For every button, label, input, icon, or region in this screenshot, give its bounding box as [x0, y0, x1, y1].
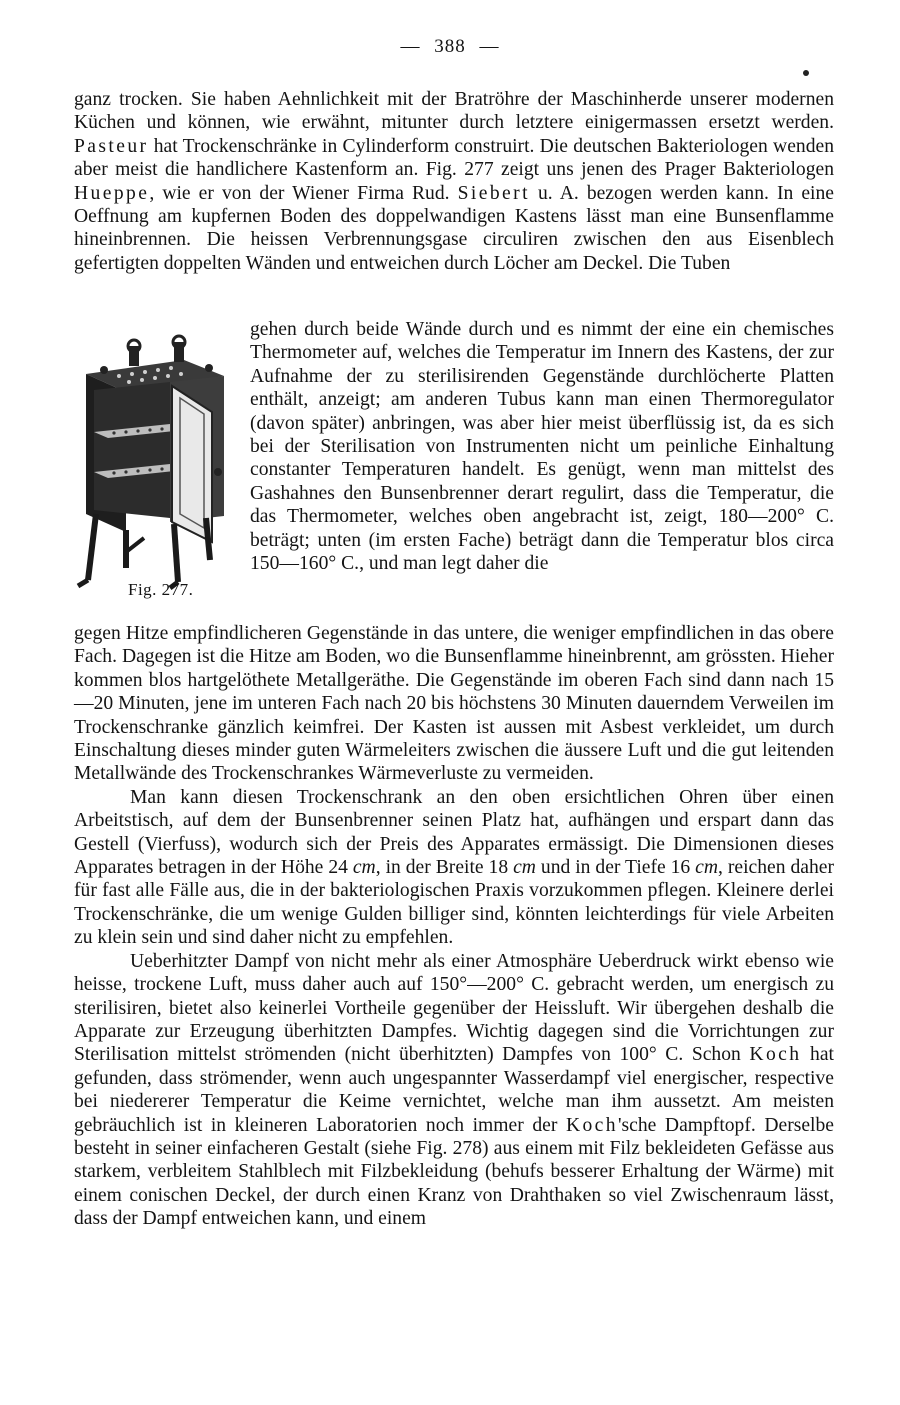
text-segment: , wie er von der Wiener Firma Rud.: [149, 182, 458, 204]
author-name-koch: Koch: [749, 1044, 802, 1066]
text-segment: , in der Breite 18: [375, 857, 514, 879]
text-segment: u. A. bezogen werden kann. In eine Oeffnung am kupfernen Boden des doppelwandigen Kastens lässt man eine Bunsenflamme hineinbrennen. Die heissen Verbrennungsgase circuliren zwischen den aus Eisenblech gefertigten doppelten Wänden und entweichen durch Löcher am Deckel. Die Tuben: [74, 182, 834, 274]
author-name-hueppe: Hueppe: [74, 182, 150, 204]
text-beside-figure: [250, 318, 834, 575]
ink-speck: [803, 70, 809, 76]
top-paragraph: [74, 88, 834, 275]
text-segment: Ueberhitzter Dampf von nicht mehr als einer Atmosphäre Ueberdruck wirkt ebenso wie heisse, trockene Luft, muss daher auch auf 150°—200° C. gebracht werden, um energisch zu sterilisiren, bietet also keinerlei Vortheile gegenüber der Heissluft. Wir übergehen deshalb die Apparate zur Erzeugung überhitzten Dampfes. Wichtig dagegen sind die Vorrichtungen zur Sterilisation mittelst strömenden (nicht überhitzten) Dampfes von 100° C. Schon: [74, 950, 834, 1066]
text-segment: hat gefunden, dass strömender, wenn auch ungespannter Wasserdampf viel energischer, respective bei niedererer Temperatur die Keime vernichtet, welche man ihm aussetzt. Am meisten gebräuchlich ist in kleineren Laboratorien noch immer der: [74, 1044, 834, 1136]
figure-caption: Fig. 277.: [128, 580, 194, 599]
text-beside-figure-content: gehen durch beide Wände durch und es nimmt der eine ein chemisches Thermometer auf, welches die Temperatur im Innern des Kastens, der zur Aufnahme der zu sterilisirenden Gegenstände durchlöcherte Platten enthält, anzeigt; am anderen Tubus kann man einen Thermoregulator (davon später) anbringen, was aber hier meist überflüssig ist, da es sich bei der Sterilisation von Instrumenten nicht um peinliche Einhaltung constanter Temperaturen handelt. Es genügt, wenn man mittelst des Gashahnes den Bunsenbrenner derart regulirt, dass die Temperatur, die das Thermometer, welches oben angebracht ist, zeigt, 180—200° C. beträgt; unten (im ersten Fache) beträgt dann die Temperatur blos circa 150—160° C., und man legt daher die: [250, 319, 834, 575]
text-segment: 'sche Dampftopf. Derselbe besteht in seiner einfacheren Gestalt (siehe Fig. 278) aus einem mit Filz bekleideten Gefässe aus starkem, verbleitem Stahlblech mit Filzbekleidung (behufs besserer Erhaltung der Wärme) mit einem conischen Deckel, der durch einen Kranz von Drahthaken so viel Zwischenraum lässt, dass der Dampf entweichen kann, und einem: [74, 1114, 834, 1230]
author-name-pasteur: Pasteur: [74, 135, 149, 157]
firm-name-siebert: Siebert: [457, 182, 530, 204]
author-name-koch: Koch: [565, 1114, 618, 1136]
text-segment: Man kann diesen Trockenschrank an den oben ersichtlichen Ohren über einen Arbeitstisch, auf dem der Bunsenbrenner seinen Platz hat, aufhängen und erspart dann das Gestell (Vierfuss), wodurch sich der Preis des Apparates ermässigt. Die Dimensionen dieses Apparates betragen in der Höhe 24: [74, 786, 834, 879]
paragraph-1: gegen Hitze empfindlicheren Gegenstände in das untere, die weniger empfindlichen in das obere Fach. Dagegen ist die Hitze am Boden, wo die Bunsenflamme hineinbrennt, am grössten. Hieher kommen blos hartgelöthete Metallgeräthe. Die Gegenstände im oberen Fach sind dann nach 15—20 Minuten, jene im unteren Fach nach 20 bis höchstens 30 Minuten dauerndem Verweilen im Trockenschranke gänzlich keimfrei. Der Kasten ist aussen mit Asbest verkleidet, um durch Einschaltung dieses minder guten Wärmeleiters zwischen die äussere Luft und die gut leitenden Metallwände des Trockenschrankes Wärmeverluste zu vermeiden.: [74, 623, 834, 785]
paragraph-2: [74, 786, 834, 950]
text-segment: und in der Tiefe 16: [535, 857, 696, 879]
unit-cm: cm: [695, 857, 719, 879]
page-number-value: 388: [434, 36, 466, 57]
text-segment: hat Trockenschränke in Cylinderform construirt. Die deutschen Bakteriologen wenden aber meist die handlichere Kastenform an. Fig. 277 zeigt uns jenen des Prager Bakteriologen: [74, 135, 834, 181]
bottom-paragraphs: [74, 622, 834, 1231]
page-number: — 388 —: [400, 36, 500, 57]
unit-cm: cm: [513, 857, 536, 879]
drying-cabinet-illustration: [74, 332, 244, 592]
text-segment: , reichen daher für fast alle Fälle aus, die in der bakteriologischen Praxis vorzukommen pflegen. Kleinere derlei Trockenschränke, die um wenige Gulden billiger sind, könnten leichterdings für viele Arbeiten zu klein sein und sind daher nicht zu empfehlen.: [74, 857, 834, 949]
text-segment: ganz trocken. Sie haben Aehnlichkeit mit der Bratröhre der Maschinherde unserer modernen Küchen und können, wie erwähnt, mitunter durch letztere einigermassen ersetzt werden.: [74, 89, 834, 134]
unit-cm: cm: [352, 857, 376, 879]
paragraph-3: [74, 950, 834, 1231]
